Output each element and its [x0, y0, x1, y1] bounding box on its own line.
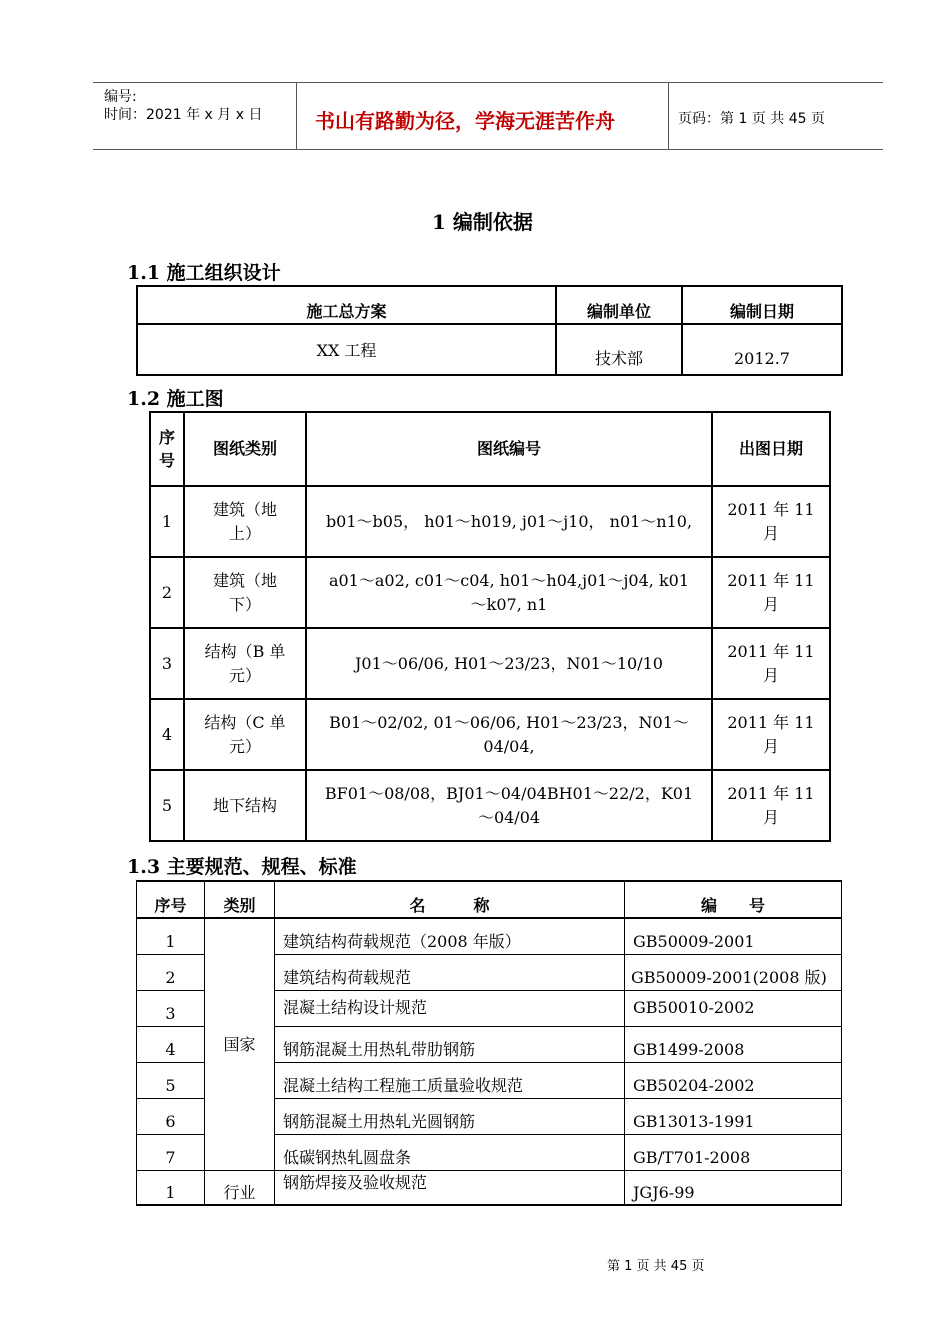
drawing-code: BF01～08/08，BJ01～04/04BH01～22/2，K01～04/04 — [306, 770, 712, 841]
section-title: 1.3 主要规范、规程、标准 — [127, 856, 357, 878]
standard-category: 行业 — [205, 1170, 275, 1205]
standard-name: 建筑结构荷载规范 — [275, 954, 625, 990]
table-row — [150, 628, 830, 699]
drawing-type: 建筑（地下） — [184, 557, 306, 628]
design-header-cell: 编制日期 — [682, 286, 842, 324]
standard-category: 国家 — [205, 918, 275, 1170]
drawing-type: 建筑（地上） — [184, 486, 306, 557]
standard-code: GB50204-2002 — [625, 1062, 842, 1098]
drawing-date: 2011 年 11 月 — [712, 699, 830, 770]
standard-no: 1 — [137, 918, 205, 954]
standard-code: GB50009-2001(2008 版) — [625, 954, 842, 990]
header-page-info: 页码：第 1 页 共 45 页 — [678, 111, 825, 127]
standard-name: 混凝土结构工程施工质量验收规范 — [275, 1062, 625, 1098]
page-footer: 第 1 页 共 45 页 — [607, 1259, 705, 1274]
drawing-code: B01～02/02, 01～06/06, H01～23/23，N01～04/04, — [306, 699, 712, 770]
standard-no: 4 — [137, 1026, 205, 1062]
header-bottom-rule — [93, 149, 883, 150]
standard-no: 3 — [137, 990, 205, 1026]
table-row — [137, 1170, 842, 1205]
standard-name: 混凝土结构设计规范 — [275, 990, 625, 1026]
standard-name: 钢筋混凝土用热轧带肋钢筋 — [275, 1026, 625, 1062]
drawing-table — [149, 411, 831, 842]
drawing-type: 地下结构 — [184, 770, 306, 841]
standard-code: JGJ6-99 — [625, 1170, 842, 1205]
drawing-no: 3 — [150, 628, 184, 699]
table-row — [137, 918, 842, 954]
drawing-no: 4 — [150, 699, 184, 770]
standards-header-cell: 名 称 — [275, 881, 625, 918]
table-row — [150, 699, 830, 770]
section-title: 1.2 施工图 — [127, 388, 224, 410]
design-cell: 技术部 — [556, 324, 682, 375]
standard-code: GB/T701-2008 — [625, 1134, 842, 1170]
drawing-code: b01～b05， h01～h019, j01～j10， n01～n10, — [306, 486, 712, 557]
drawing-code: J01～06/06, H01～23/23，N01～10/10 — [306, 628, 712, 699]
standards-header-cell: 编 号 — [625, 881, 842, 918]
header-divider — [668, 82, 669, 149]
section-title: 1.1 施工组织设计 — [127, 262, 281, 284]
drawing-no: 1 — [150, 486, 184, 557]
standard-code: GB13013-1991 — [625, 1098, 842, 1134]
header-motto: 书山有路勤为径，学海无涯苦作舟 — [315, 109, 615, 133]
drawing-type: 结构（C 单元） — [184, 699, 306, 770]
table-row — [150, 486, 830, 557]
standard-name: 钢筋焊接及验收规范 — [275, 1170, 625, 1205]
drawing-date: 2011 年 11 月 — [712, 770, 830, 841]
standard-code: GB50010-2002 — [625, 990, 842, 1026]
table-row — [150, 770, 830, 841]
standard-no: 5 — [137, 1062, 205, 1098]
page-title: 1 编制依据 — [432, 210, 533, 234]
design-header-cell: 施工总方案 — [137, 286, 556, 324]
drawing-date: 2011 年 11 月 — [712, 486, 830, 557]
standard-no: 2 — [137, 954, 205, 990]
standard-no: 6 — [137, 1098, 205, 1134]
standards-header-cell: 类别 — [205, 881, 275, 918]
standard-name: 建筑结构荷载规范（2008 年版） — [275, 918, 625, 954]
standard-code: GB50009-2001 — [625, 918, 842, 954]
drawing-no: 2 — [150, 557, 184, 628]
drawing-header-cell: 图纸编号 — [306, 412, 712, 486]
standard-no: 7 — [137, 1134, 205, 1170]
drawing-header-cell: 图纸类别 — [184, 412, 306, 486]
drawing-date: 2011 年 11 月 — [712, 628, 830, 699]
drawing-type: 结构（B 单元） — [184, 628, 306, 699]
header-number-label: 编号: — [104, 89, 137, 105]
standard-name: 钢筋混凝土用热轧光圆钢筋 — [275, 1098, 625, 1134]
standards-table — [136, 880, 842, 1206]
drawing-header-cell: 出图日期 — [712, 412, 830, 486]
design-header-cell: 编制单位 — [556, 286, 682, 324]
header-divider — [296, 82, 297, 149]
design-cell: XX 工程 — [137, 324, 556, 375]
drawing-no: 5 — [150, 770, 184, 841]
standards-header-cell: 序号 — [137, 881, 205, 918]
design-cell: 2012.7 — [682, 324, 842, 375]
standard-no: 1 — [137, 1170, 205, 1205]
standard-name: 低碳钢热轧圆盘条 — [275, 1134, 625, 1170]
header-time-label: 时间：2021 年 x 月 x 日 — [104, 107, 263, 123]
table-row — [150, 557, 830, 628]
standard-code: GB1499-2008 — [625, 1026, 842, 1062]
header-top-rule — [93, 82, 883, 83]
drawing-date: 2011 年 11 月 — [712, 557, 830, 628]
drawing-code: a01～a02, c01～c04, h01～h04,j01～j04, k01～k07, n1 — [306, 557, 712, 628]
drawing-header-cell: 序号 — [150, 412, 184, 486]
design-table — [136, 285, 843, 376]
